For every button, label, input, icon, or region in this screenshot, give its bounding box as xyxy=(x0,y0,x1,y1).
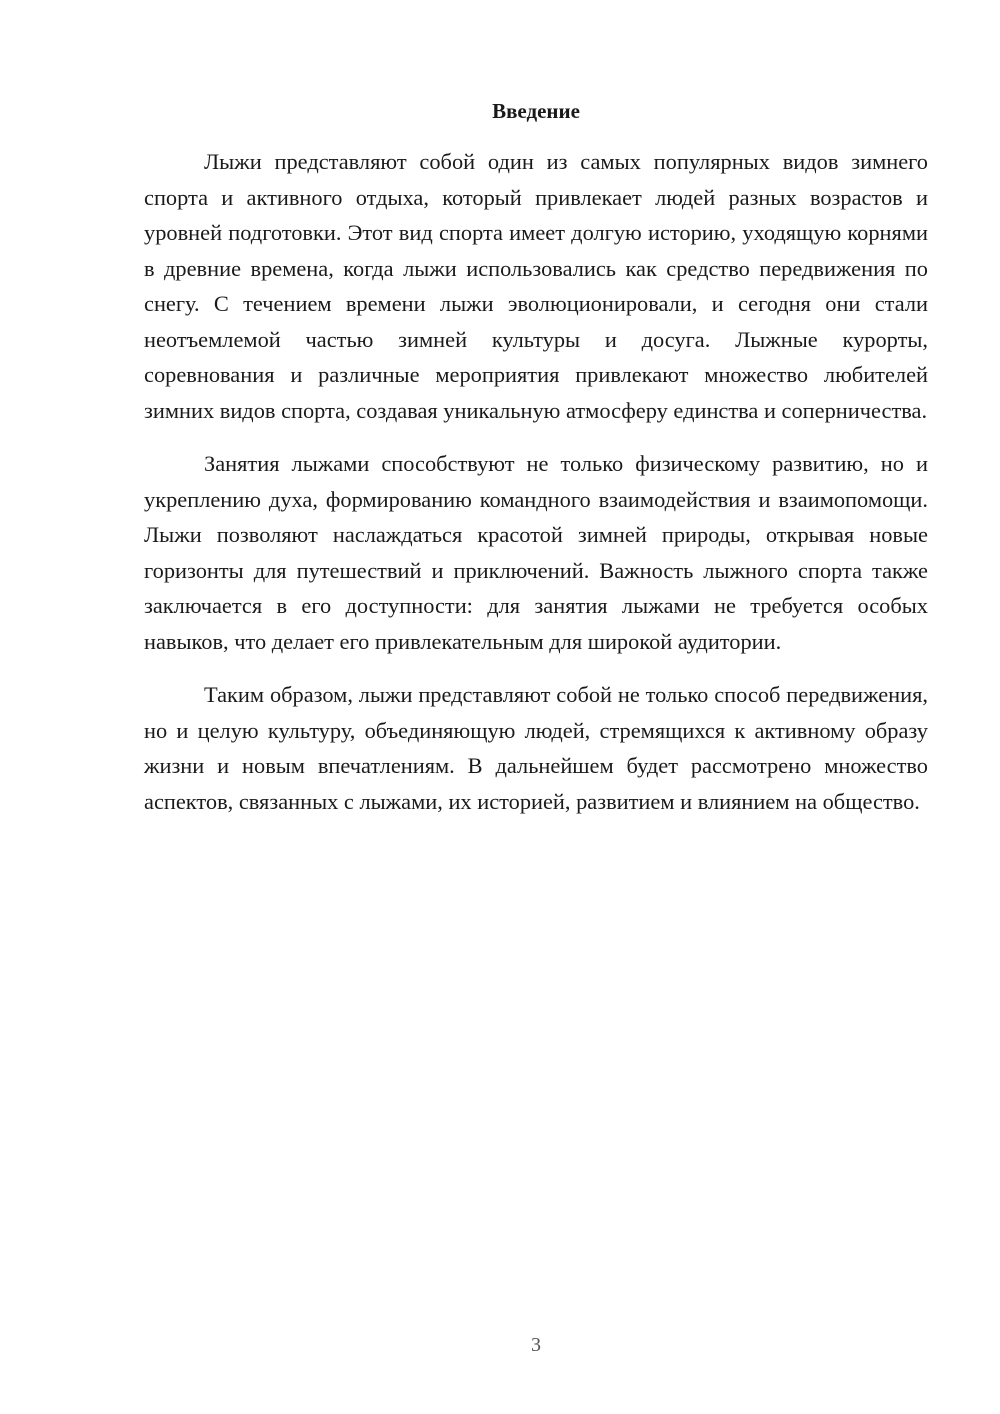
paragraph-1: Лыжи представляют собой один из самых популярных видов зимнего спорта и активного отдыха, который привлекает людей разных возрастов и уровней подготовки. Этот вид спорта имеет долгую историю, уходящую корнями в древние времена, когда лыжи использовались как средство передвижения по снегу. С течением времени лыжи эволюционировали, и сегодня они стали неотъемлемой частью зимней культуры и досуга. Лыжные курорты, соревнования и различные мероприятия привлекают множество любителей зимних видов спорта, создавая уникальную атмосферу единства и соперничества. xyxy=(144,149,928,423)
body-text xyxy=(144,144,928,819)
page-number: 3 xyxy=(531,1334,541,1356)
paragraph-3: Таким образом, лыжи представляют собой не только способ передвижения, но и целую культуру, объединяющую людей, стремящихся к активному образу жизни и новым впечатлениям. В дальнейшем будет рассмотрено множество аспектов, связанных с лыжами, их историей, развитием и влиянием на общество. xyxy=(144,682,928,814)
section-heading: Введение xyxy=(492,99,580,123)
paragraph-2: Занятия лыжами способствуют не только физическому развитию, но и укреплению духа, формированию командного взаимодействия и взаимопомощи. Лыжи позволяют наслаждаться красотой зимней природы, открывая новые горизонты для путешествий и приключений. Важность лыжного спорта также заключается в его доступности: для занятия лыжами не требуется особых навыков, что делает его привлекательным для широкой аудитории. xyxy=(144,451,928,654)
